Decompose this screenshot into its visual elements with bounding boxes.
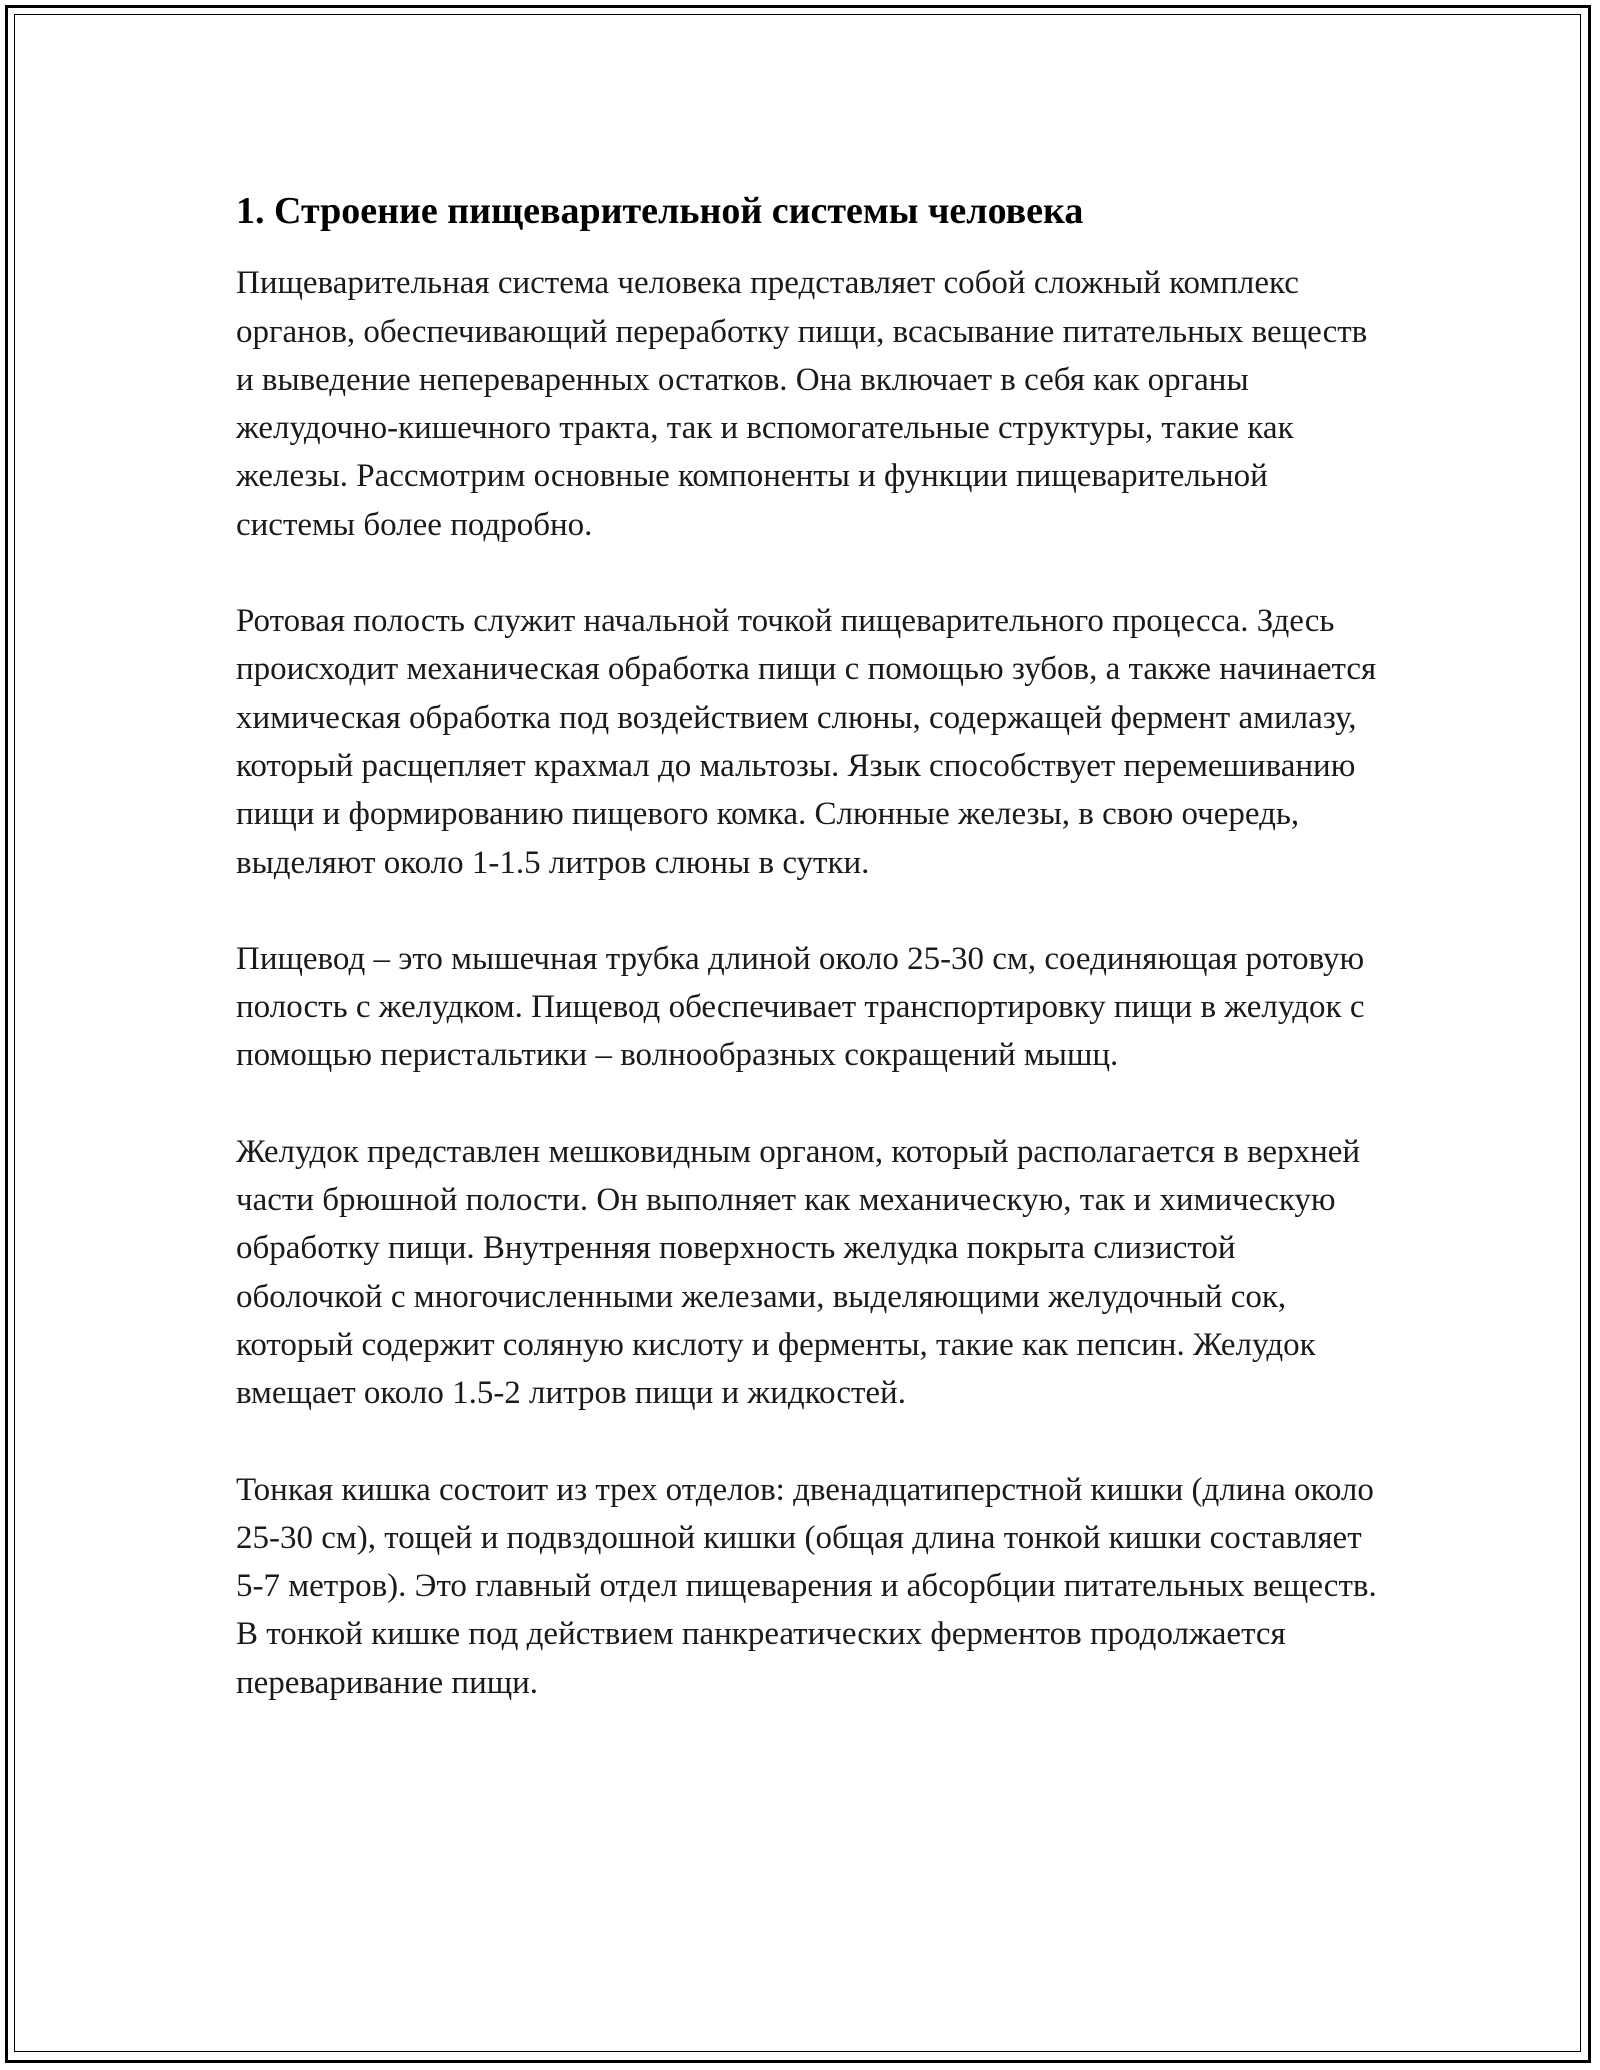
section-heading: 1. Строение пищеварительной системы человека xyxy=(236,190,1084,232)
document-body xyxy=(236,186,1386,1707)
paragraph-intro: Пищеварительная система человека представляет собой сложный комплекс органов, обеспечивающий переработку пищи, всасывание питательных веществ и выведение непереваренных остатков. Она включает в себя как органы желудочно-кишечного тракта, так и вспомогательные структуры, такие как железы. Рассмотрим основные компоненты и функции пищеварительной системы более подробно. xyxy=(236,265,1368,543)
paragraph-stomach: Желудок представлен мешковидным органом, который располагается в верхней части брюшной полости. Он выполняет как механическую, так и химическую обработку пищи. Внутренняя поверхность желудка покрыта слизистой оболочкой с многочисленными железами, выделяющими желудочный сок, который содержит соляную кислоту и ферменты, такие как пепсин. Желудок вмещает около 1.5-2 литров пищи и жидкостей. xyxy=(236,1133,1361,1412)
paragraph-oral-cavity: Ротовая полость служит начальной точкой пищеварительного процесса. Здесь происходит механическая обработка пищи с помощью зубов, а также начинается химическая обработка под воздействием слюны, содержащей фермент амилазу, который расщепляет крахмал до мальтозы. Язык способствует перемешиванию пищи и формированию пищевого комка. Слюнные железы, в свою очередь, выделяют около 1-1.5 литров слюны в сутки. xyxy=(236,603,1377,881)
paragraph-esophagus: Пищевод – это мышечная трубка длиной около 25-30 см, соединяющая ротовую полость с желудком. Пищевод обеспечивает транспортировку пищи в желудок с помощью перистальтики – волнообразных сокращений мышц. xyxy=(236,940,1365,1074)
paragraph-small-intestine: Тонкая кишка состоит из трех отделов: двенадцатиперстной кишки (длина около 25-30 см), тощей и подвздошной кишки (общая длина тонкой кишки составляет 5-7 метров). Это главный отдел пищеварения и абсорбции питательных веществ. В тонкой кишке под действием панкреатических ферментов продолжается переваривание пищи. xyxy=(236,1471,1377,1701)
